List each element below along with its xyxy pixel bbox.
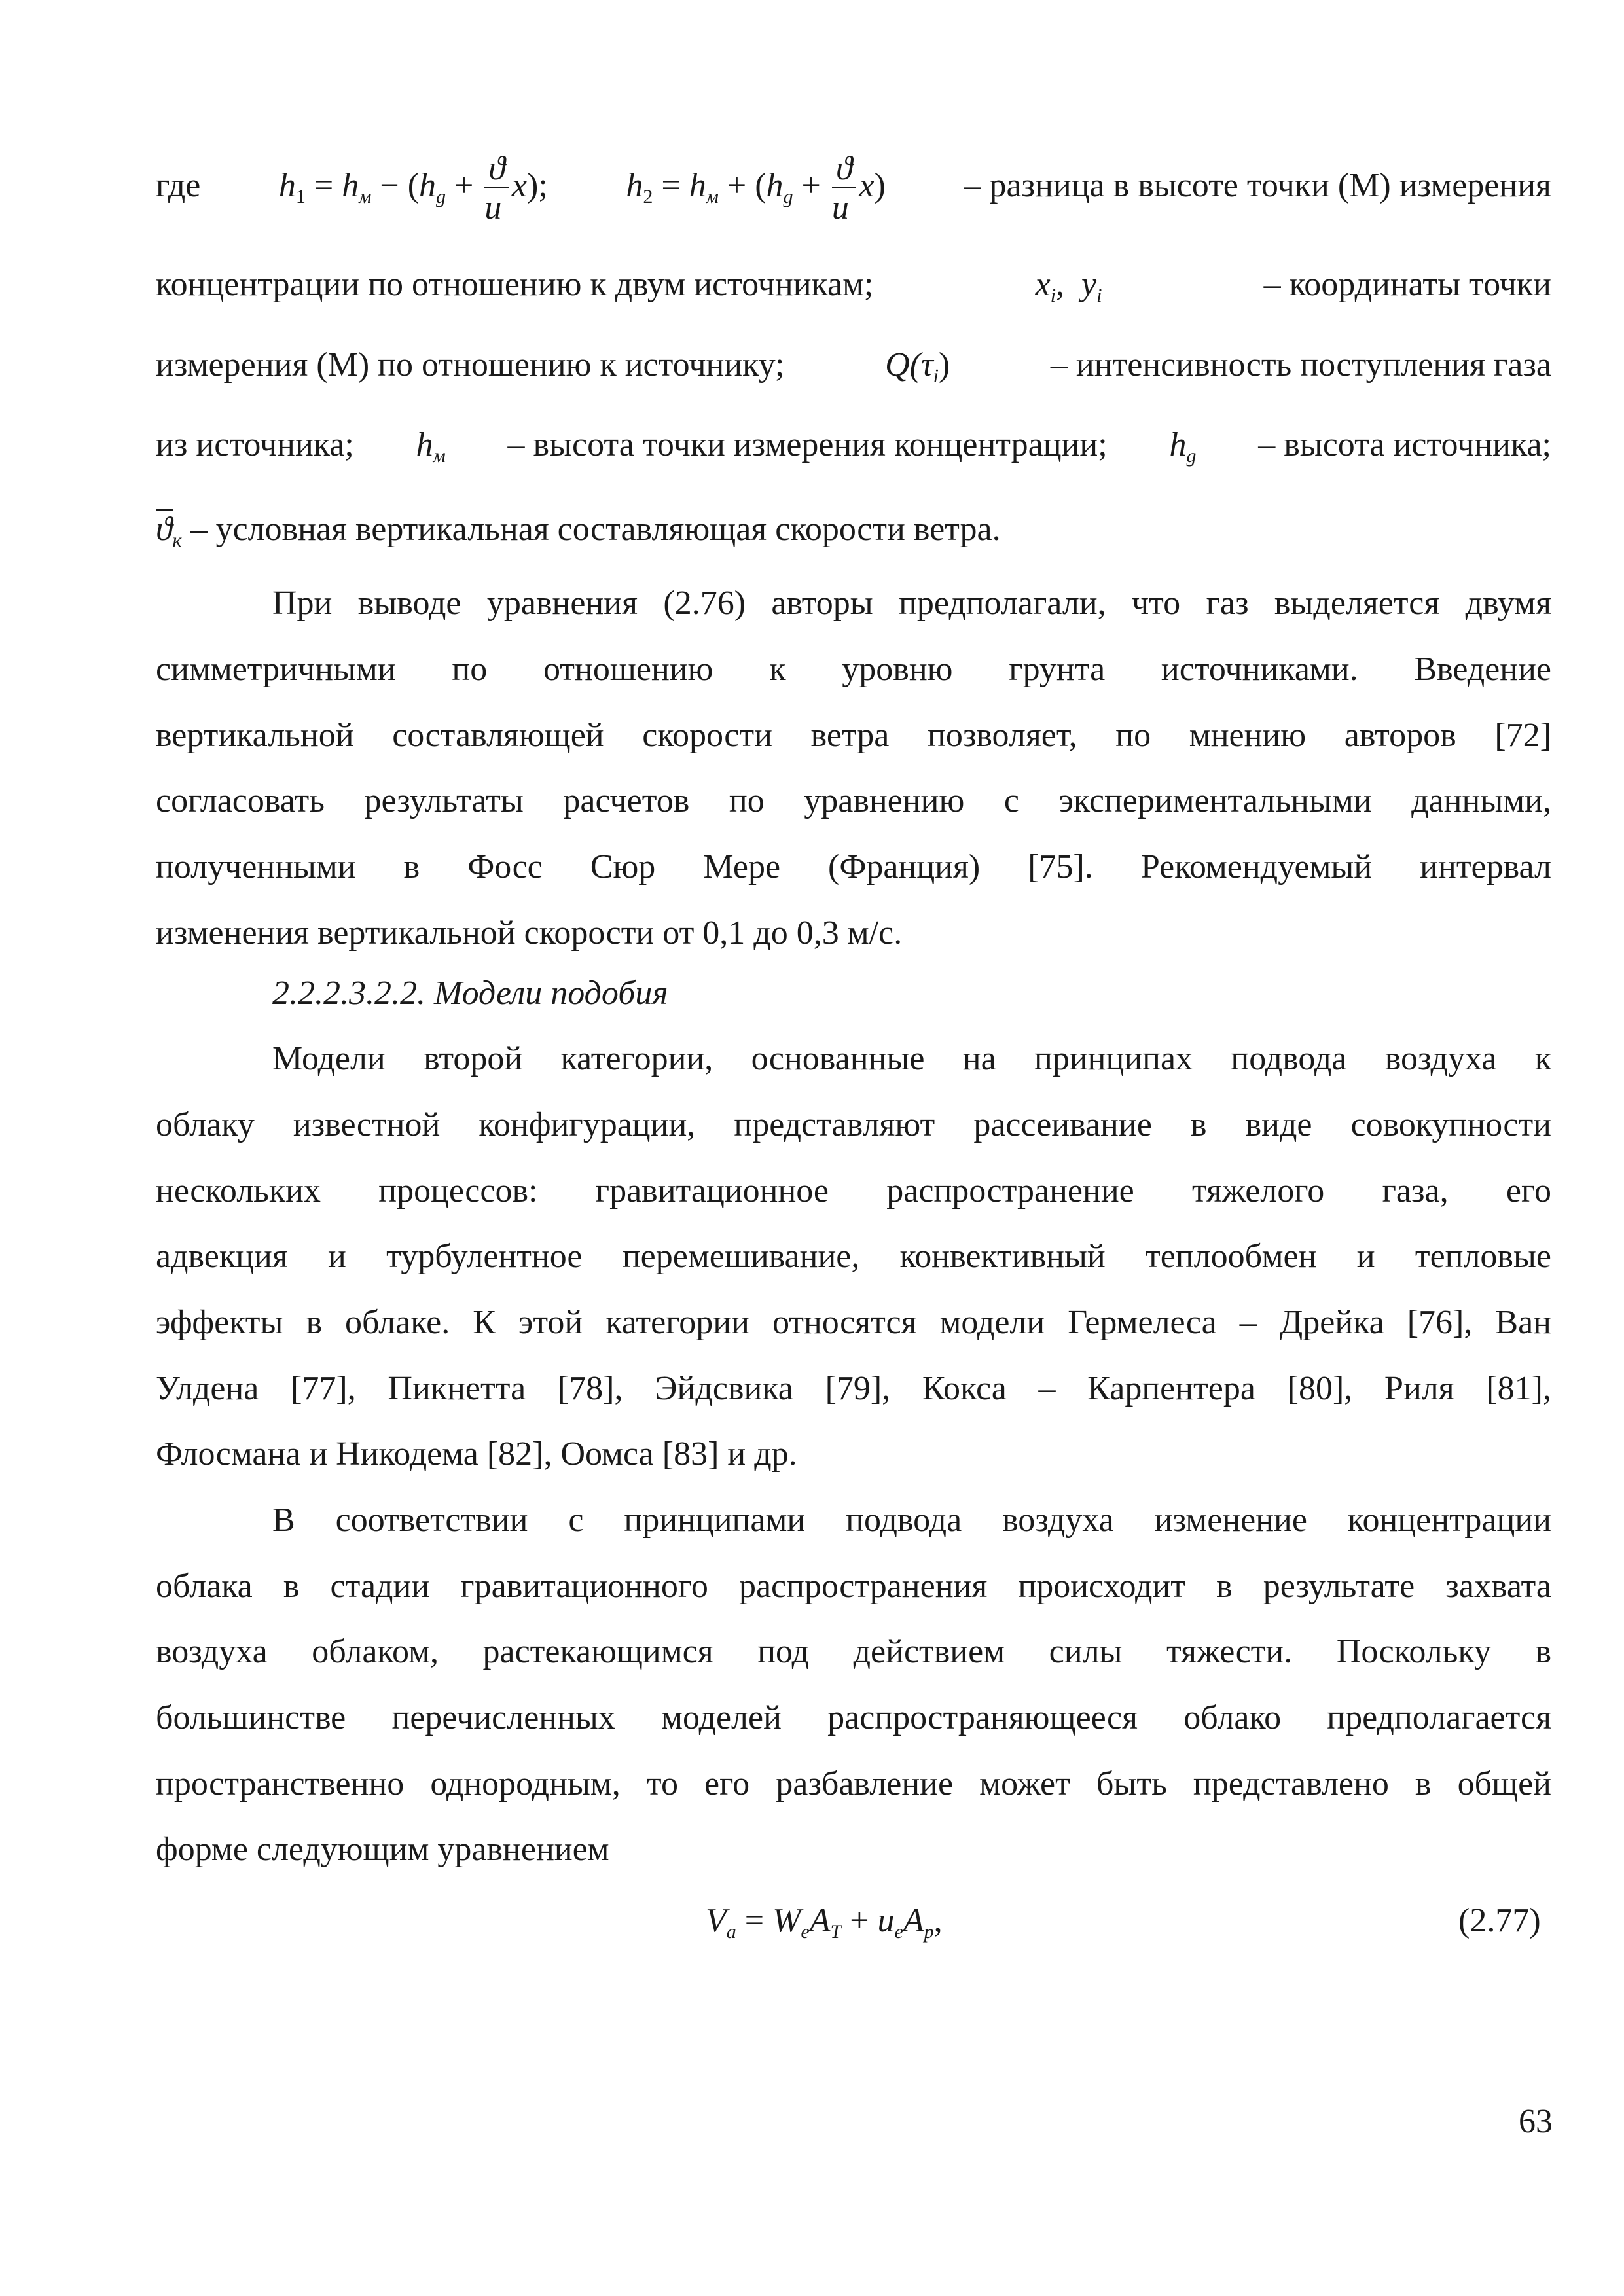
fraction-theta-over-u-2: $\frac{ϑ}{u}$ <box>832 152 857 225</box>
paragraph3-line: облака в стадии гравитационного распространения происходит в результате захвата <box>156 1568 1551 1605</box>
paragraph1-line: полученными в Фосс Сюр Мере (Франция) [75]. Рекомендуемый интервал <box>156 848 1551 886</box>
paragraph3-line: пространственно однородным, то его разбавление может быть представлено в общей <box>156 1765 1551 1803</box>
paragraph2-line: облаку известной конфигурации, представляют рассеивание в виде совокупности <box>156 1106 1551 1143</box>
paragraph2-line: адвекция и турбулентное перемешивание, конвективный теплообмен и тепловые <box>156 1238 1551 1275</box>
fraction-theta-over-u: $\frac{ϑ}{u}$ <box>484 152 509 225</box>
definition-line-2: концентрации по отношению к двум источникам; $x_i$, $y_i$ – координаты точки <box>156 266 1551 306</box>
paragraph3-line: форме следующим уравнением <box>156 1831 609 1868</box>
paragraph2-line: Модели второй категории, основанные на принципах подвода воздуха к <box>272 1040 1551 1077</box>
formula-h1: $h_1 = h_м - (h_g$ + $\frac{ϑ}{u}$ x); <box>278 150 548 226</box>
paragraph1-line: вертикальной составляющей скорости ветра позволяет, по мнению авторов [72] <box>156 717 1551 754</box>
equation-number: (2.77) <box>1458 1902 1541 1939</box>
formula-line <box>156 152 1551 225</box>
definition-line-5: $ϑ_к$ – условная вертикальная составляющая скорости ветра. <box>156 511 1001 551</box>
paragraph1-line: согласовать результаты расчетов по уравнению с экспериментальными данными, <box>156 782 1551 819</box>
equation-2-77: $V_a = W_eA_T + u_eA_p$, <box>706 1902 943 1943</box>
section-heading: 2.2.2.3.2.2. Модели подобия <box>272 975 668 1012</box>
theta-k-symbol: ϑ <box>156 511 173 548</box>
paragraph2-line: нескольких процессов: гравитационное распространение тяжелого газа, его <box>156 1172 1551 1210</box>
paragraph1-line: симметричными по отношению к уровню грунта источниками. Введение <box>156 651 1551 688</box>
definition-line-4: из источника; $h_м$ – высота точки измерения концентрации; $h_g$ – высота источника; <box>156 426 1551 467</box>
paragraph3-line: большинстве перечисленных моделей распространяющееся облако предполагается <box>156 1699 1551 1736</box>
paragraph2-line: Флосмана и Никодема [82], Оомса [83] и др. <box>156 1435 797 1473</box>
paragraph1-line: При выводе уравнения (2.76) авторы предполагали, что газ выделяется двумя <box>272 584 1551 622</box>
paragraph2-line: Улдена [77], Пикнетта [78], Эйдсвика [79], Кокса – Карпентера [80], Риля [81], <box>156 1370 1551 1407</box>
word-where: где <box>156 166 201 204</box>
paragraph3-line: В соответствии с принципами подвода воздуха изменение концентрации <box>272 1501 1551 1539</box>
paragraph2-line: эффекты в облаке. К этой категории относятся модели Гермелеса – Дрейка [76], Ван <box>156 1304 1551 1341</box>
definition-line-3: измерения (М) по отношению к источнику; $Q(\tau_i)$ – интенсивность поступления газа <box>156 346 1551 387</box>
page-number: 63 <box>1519 2103 1553 2140</box>
formula-h2: $h_2 = h_м + (h_g$ + $\frac{ϑ}{u}$ x) <box>626 150 886 226</box>
formula-description: – разница в высоте точки (М) измерения <box>964 166 1551 204</box>
paragraph3-line: воздуха облаком, растекающимся под действием силы тяжести. Поскольку в <box>156 1633 1551 1670</box>
paragraph1-line: изменения вертикальной скорости от 0,1 до 0,3 м/с. <box>156 914 903 952</box>
